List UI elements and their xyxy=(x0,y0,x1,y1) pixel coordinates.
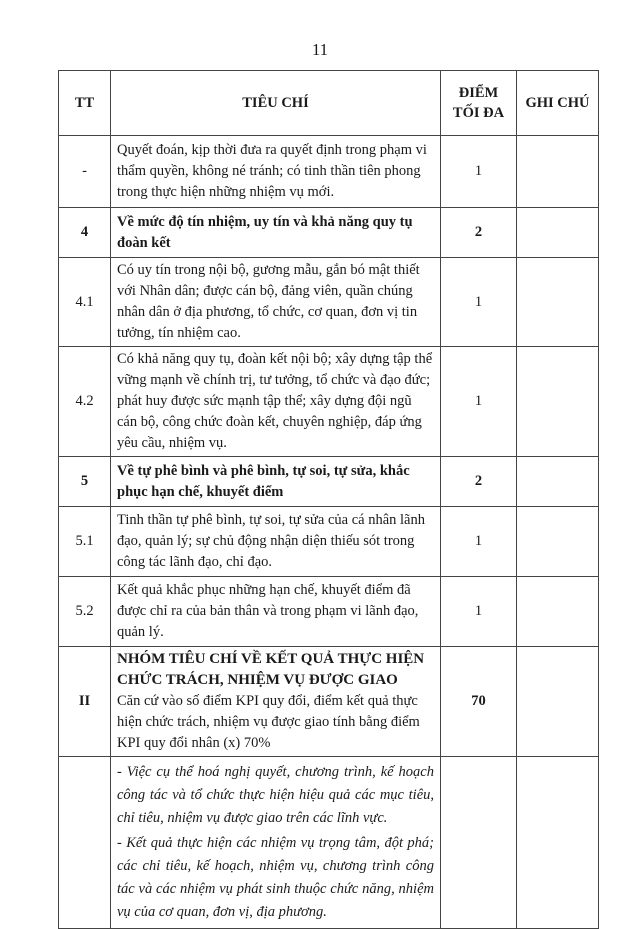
row-criteria: Kết quả khắc phục những hạn chế, khuyết điểm đã được chỉ ra của bản thân và trong phạm vi lãnh đạo, quản lý. xyxy=(111,577,441,647)
row-points: 1 xyxy=(441,577,517,647)
table-header-row xyxy=(59,71,599,136)
row-tt: - xyxy=(59,136,111,208)
row-points: 70 xyxy=(441,647,517,757)
header-tt: TT xyxy=(59,71,111,136)
row-note xyxy=(517,258,599,347)
table-row xyxy=(59,347,599,457)
note-item: - Việc cụ thể hoá nghị quyết, chương trình, kế hoạch công tác và tổ chức thực hiện hiệu quả các mục tiêu, chỉ tiêu, nhiệm vụ được giao trên các lĩnh vực. xyxy=(117,764,434,826)
row-criteria: Về tự phê bình và phê bình, tự soi, tự sửa, khắc phục hạn chế, khuyết điểm xyxy=(111,457,441,507)
table-row-section xyxy=(59,208,599,258)
row-points: 2 xyxy=(441,208,517,258)
row-tt: 4.2 xyxy=(59,347,111,457)
row-tt: 4.1 xyxy=(59,258,111,347)
row-criteria: Về mức độ tín nhiệm, uy tín và khả năng quy tụ đoàn kết xyxy=(111,208,441,258)
row-note xyxy=(517,347,599,457)
page-number: 11 xyxy=(311,40,329,59)
row-points: 1 xyxy=(441,507,517,577)
header-notes: GHI CHÚ xyxy=(517,71,599,136)
row-note xyxy=(517,647,599,757)
header-max-points xyxy=(441,71,517,136)
row-note xyxy=(517,136,599,208)
row-tt: 5.2 xyxy=(59,577,111,647)
row-criteria xyxy=(111,647,441,757)
header-criteria: TIÊU CHÍ xyxy=(111,71,441,136)
table-row-group xyxy=(59,647,599,757)
row-criteria: Tinh thần tự phê bình, tự soi, tự sửa của cá nhân lãnh đạo, quản lý; sự chủ động nhận diện thiếu sót trong công tác lãnh đạo, chỉ đạo. xyxy=(111,507,441,577)
table-row xyxy=(59,136,599,208)
row-points: 1 xyxy=(441,136,517,208)
row-points xyxy=(441,757,517,929)
row-criteria: Có khả năng quy tụ, đoàn kết nội bộ; xây dựng tập thể vững mạnh về chính trị, tư tưởng, tổ chức và đạo đức; phát huy được sức mạnh tập thể; xây dựng đội ngũ cán bộ, công chức đoàn kết, chuyên nghiệp, đáp ứng yêu cầu, nhiệm vụ. xyxy=(111,347,441,457)
header-max-points-line1: ĐIỂM xyxy=(458,85,499,101)
row-note xyxy=(517,457,599,507)
group-description: Căn cứ vào số điểm KPI quy đổi, điểm kết quả thực hiện chức trách, nhiệm vụ được giao tính bằng điểm KPI quy đổi nhân (x) 70% xyxy=(117,693,420,751)
table-row-section xyxy=(59,457,599,507)
row-criteria: Có uy tín trong nội bộ, gương mẫu, gắn bó mật thiết với Nhân dân; được cán bộ, đảng viên, quần chúng nhân dân ở địa phương, tổ chức, cơ quan, đơn vị tin tưởng, tín nhiệm cao. xyxy=(111,258,441,347)
row-tt: 5.1 xyxy=(59,507,111,577)
row-points: 1 xyxy=(441,258,517,347)
notes-cell xyxy=(111,757,441,929)
row-points: 1 xyxy=(441,347,517,457)
row-note xyxy=(517,577,599,647)
table-row-notes xyxy=(59,757,599,929)
header-max-points-line2: TỐI ĐA xyxy=(452,105,505,121)
table-row xyxy=(59,577,599,647)
table-row xyxy=(59,507,599,577)
row-note xyxy=(517,507,599,577)
row-tt xyxy=(59,757,111,929)
row-note xyxy=(517,757,599,929)
row-points: 2 xyxy=(441,457,517,507)
row-tt: II xyxy=(59,647,111,757)
note-item: - Kết quả thực hiện các nhiệm vụ trọng tâm, đột phá; các chỉ tiêu, kế hoạch, nhiệm vụ, chương trình công tác và các nhiệm vụ phát sinh thuộc chức năng, nhiệm vụ của cơ quan, đơn vị, địa phương. xyxy=(117,835,434,920)
row-tt: 5 xyxy=(59,457,111,507)
row-tt: 4 xyxy=(59,208,111,258)
group-title: NHÓM TIÊU CHÍ VỀ KẾT QUẢ THỰC HIỆN CHỨC TRÁCH, NHIỆM VỤ ĐƯỢC GIAO xyxy=(117,651,425,688)
table-row xyxy=(59,258,599,347)
criteria-table xyxy=(58,70,599,929)
row-note xyxy=(517,208,599,258)
row-criteria: Quyết đoán, kịp thời đưa ra quyết định trong phạm vi thẩm quyền, không né tránh; có tinh thần tiên phong trong thực hiện những nhiệm vụ mới. xyxy=(111,136,441,208)
